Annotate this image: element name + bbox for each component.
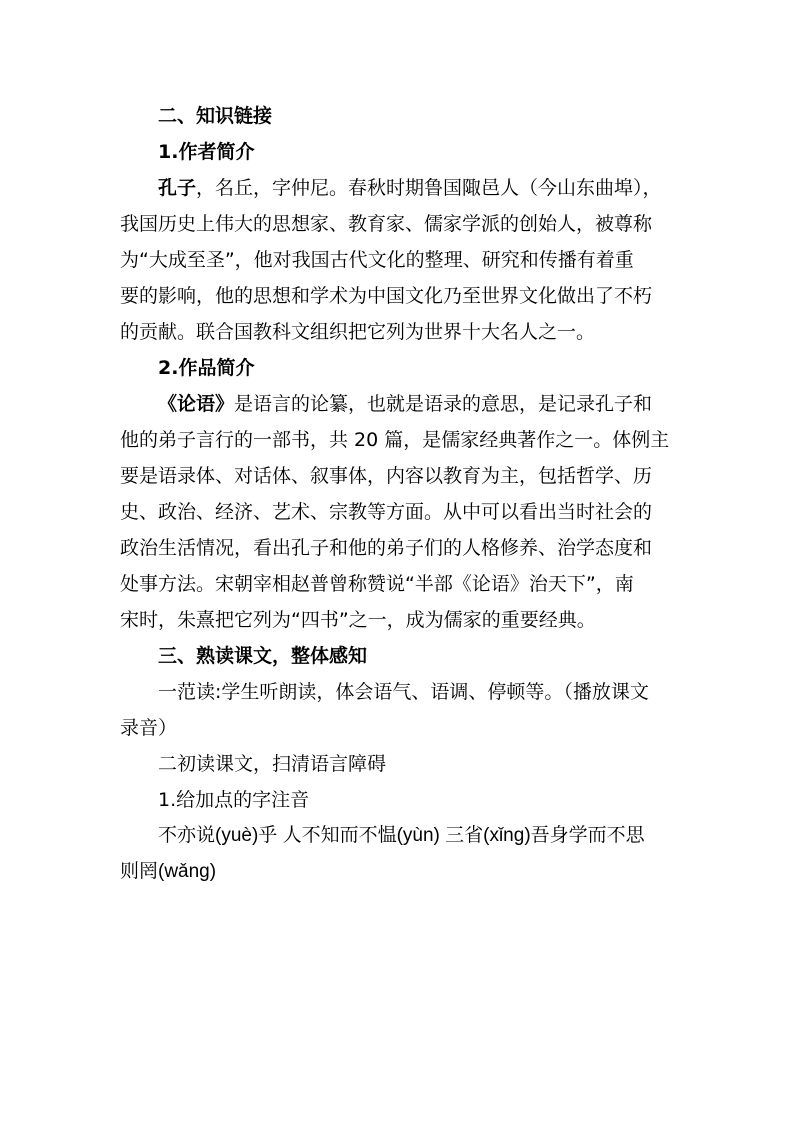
author-intro-line-2: 我国历史上伟大的思想家、教育家、儒家学派的创始人，被尊称 bbox=[120, 213, 653, 235]
work-intro-line-2: 他的弟子言行的一部书，共 20 篇，是儒家经典著作之一。体例主 bbox=[120, 429, 670, 451]
author-intro-line-3: 为“大成至圣”，他对我国古代文化的整理、研究和传播有着重 bbox=[120, 249, 634, 271]
author-name: 孔子 bbox=[158, 177, 197, 199]
author-intro-line-1 bbox=[120, 170, 686, 206]
step2-text: 二初读课文，扫清语言障碍 bbox=[158, 753, 387, 775]
work-intro-line-6: 处事方法。宋朝宰相赵普曾称赞说“半部《论语》治天下”，南 bbox=[120, 573, 634, 595]
step1-line-1: 一范读:学生听朗读，体会语气、语调、停顿等。（播放课文 bbox=[158, 681, 649, 703]
author-intro-line-4: 要的影响，他的思想和学术为中国文化乃至世界文化做出了不朽 bbox=[120, 285, 653, 307]
author-intro-text-1: ，名丘，字仲尼。春秋时期鲁国陬邑人（今山东曲埠）， bbox=[196, 177, 662, 199]
work-intro-line-1 bbox=[120, 386, 686, 422]
section-heading-knowledge-links: 二、知识链接 bbox=[158, 105, 273, 127]
section-heading-reading: 三、熟读课文，整体感知 bbox=[158, 645, 368, 667]
pinyin-line-1: 不亦说(yuè)乎 人不知而不愠(yùn) 三省(xǐng)吾身学而不思 bbox=[158, 825, 645, 846]
subheading-author-intro: 1.作者简介 bbox=[158, 141, 255, 163]
work-intro-line-4: 史、政治、经济、艺术、宗教等方面。从中可以看出当时社会的 bbox=[120, 501, 653, 523]
work-intro-line-7: 宋时，朱熹把它列为“四书”之一，成为儒家的重要经典。 bbox=[120, 609, 596, 631]
document-page bbox=[120, 98, 686, 890]
work-intro-line-3: 要是语录体、对话体、叙事体，内容以教育为主，包括哲学、历 bbox=[120, 465, 653, 487]
subheading-work-intro: 2.作品简介 bbox=[158, 357, 255, 379]
pinyin-line-2: 则罔(wǎng) bbox=[120, 861, 217, 882]
work-intro-line-5: 政治生活情况，看出孔子和他的弟子们的人格修养、治学态度和 bbox=[120, 537, 653, 559]
work-intro-text-1: 是语言的论纂，也就是语录的意思，是记录孔子和 bbox=[234, 393, 653, 415]
book-title: 《论语》 bbox=[158, 393, 235, 415]
step1-line-2: 录音） bbox=[120, 717, 178, 739]
task1-text: 1.给加点的字注音 bbox=[158, 789, 310, 811]
author-intro-line-5: 的贡献。联合国教科文组织把它列为世界十大名人之一。 bbox=[120, 321, 596, 343]
